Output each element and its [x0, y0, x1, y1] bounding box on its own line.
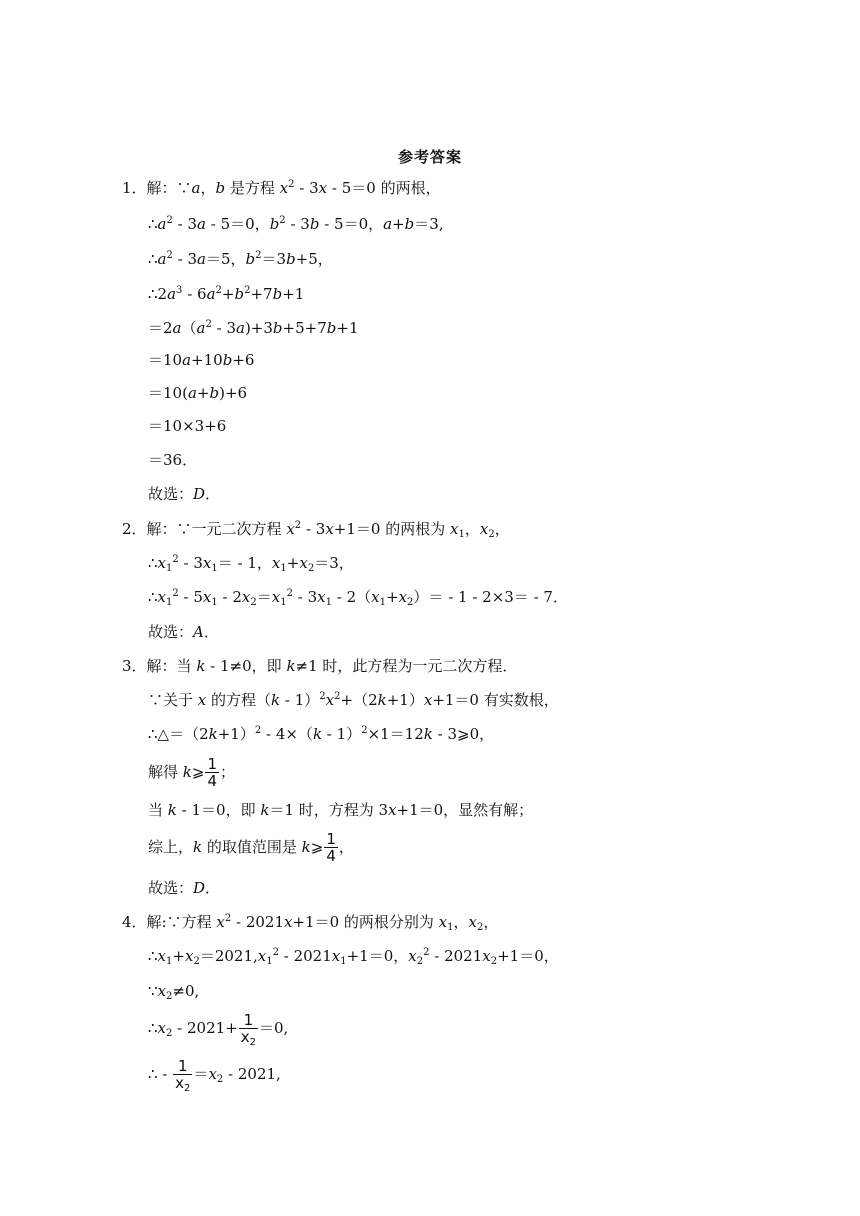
q1-line-4: $=2a(a^2 - 3a)+3b+5+7b+1$ [148, 319, 359, 337]
q2-line-intro: 2．解：∵一元二次方程 $x^2 - 3x+1=0$ 的两根为 $x_1$，$x_2$， [122, 520, 510, 540]
page-title: 参考答案 [397, 148, 462, 166]
q2-answer: 故选：A． [148, 623, 219, 641]
fraction-one-quarter: $\frac{1}{4}$ [326, 830, 336, 865]
q3-line-1: ∵关于 x 的方程$(k - 1)^2x^2+(2k+1)x+1=0$ 有实数根， [148, 691, 559, 709]
q4-line-3: $\therefore x_2 - 2021+$ $\frac{1}{x_2}$ ＝0, [148, 1011, 289, 1048]
q1-line-8: ＝36． [148, 451, 198, 469]
q1-line-2: $\therefore a^2 - 3a=5$，$b^2=3b+5$， [148, 250, 333, 268]
q4-line-2: $\because x_2\ne 0$, [148, 982, 200, 1002]
q3-line-4: 当 k - 1＝0，即 k＝1 时，方程为 3x+1＝0，显然有解； [148, 801, 534, 819]
q3-line-2: $\therefore\triangle=(2k+1)^2 - 4\times(k - 1)^2\times 1=12k$ - 3⩾0， [148, 725, 495, 743]
q4-line-4: ∴ - $\frac{1}{x_2}$ $=x_2 - 2021$, [148, 1057, 281, 1094]
q1-line-7: ＝10×3+6 [148, 417, 227, 435]
q1-line-5: ＝10a+10b+6 [148, 351, 255, 369]
q4-line-intro: 4．解:∵方程 $x^2 - 2021x+1=0$ 的两根分别为 $x_1$，$x_2$， [122, 913, 499, 933]
q3-answer: 故选：D． [148, 879, 221, 897]
q3-line-intro: 3．解：当 k - 1≠0，即 k≠1 时，此方程为一元二次方程． [122, 657, 518, 675]
q1-line-intro: 1．解：∵a，b 是方程 $x^2 - 3x - 5=0$ 的两根， [122, 179, 441, 197]
q1-line-3: $\therefore 2a^3 - 6a^2+b^2+7b+1$ [148, 285, 305, 303]
q1-line-1: $\therefore a^2 - 3a - 5=0$，$b^2 - 3b - 5=0$，a+b＝3, [148, 215, 444, 233]
q3-line-3: 解得 k⩾ $\frac{1}{4}$ ； [148, 755, 236, 790]
q4-line-1: $\therefore x_1+x_2=2021,x_1^2 - 2021x_1+1=0$，$x_2^2 - 2021x_2+1=0$， [148, 947, 559, 967]
q1-answer: 故选：D． [148, 485, 221, 503]
q1-line-6: ＝10(a+b)+6 [148, 384, 248, 402]
fraction-one-over-x2: $\frac{1}{x_2}$ [175, 1057, 191, 1094]
fraction-one-over-x2: $\frac{1}{x_2}$ [240, 1011, 257, 1048]
fraction-one-quarter: $\frac{1}{4}$ [207, 755, 217, 790]
q2-line-2: $\therefore x_1^2 - 5x_1 - 2x_2=x_1^2 - 3x_1 - 2(x_1+x_2)= - 1 - 2\times 3= - 7$． [148, 588, 568, 608]
q3-line-5: 综上，k 的取值范围是 k⩾ $\frac{1}{4}$ ， [148, 830, 354, 865]
q2-line-1: $\therefore x_1^2 - 3x_1= - 1$，$x_1+x_2=3$， [148, 554, 354, 574]
